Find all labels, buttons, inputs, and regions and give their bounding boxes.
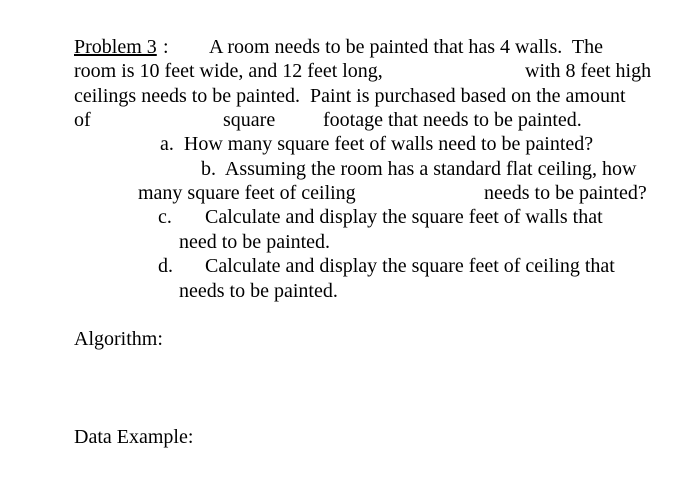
algorithm-label: Algorithm: [74, 328, 163, 350]
item-c-marker: c. [158, 206, 172, 228]
problem-line-3: ceilings needs to be painted. Paint is purchased based on the amount [74, 85, 626, 107]
problem-line-4b: square [223, 109, 276, 131]
item-a: a. How many square feet of walls need to be painted? [160, 133, 594, 155]
problem-line-4c: footage that needs to be painted. [323, 109, 582, 131]
item-d-line-2: needs to be painted. [179, 280, 338, 302]
item-d-marker: d. [158, 255, 173, 277]
problem-line-1: A room needs to be painted that has 4 walls. The [209, 36, 603, 58]
item-c-line-1: Calculate and display the square feet of walls that [205, 206, 603, 228]
problem-line-2a: room is 10 feet wide, and 12 feet long, [74, 60, 383, 82]
item-b-line-2a: many square feet of ceiling [138, 182, 356, 204]
item-b-line-1: b. Assuming the room has a standard flat ceiling, how [201, 158, 637, 180]
item-b-line-2b: needs to be painted? [484, 182, 647, 204]
problem-line-2b: with 8 feet high [525, 60, 652, 82]
data-example-label: Data Example: [74, 426, 194, 448]
problem-line-4a: of [74, 109, 91, 131]
item-c-line-2: need to be painted. [179, 231, 331, 253]
problem-heading-colon: : [163, 36, 169, 58]
item-d-line-1: Calculate and display the square feet of ceiling that [205, 255, 615, 277]
problem-heading: Problem 3 [74, 36, 157, 58]
